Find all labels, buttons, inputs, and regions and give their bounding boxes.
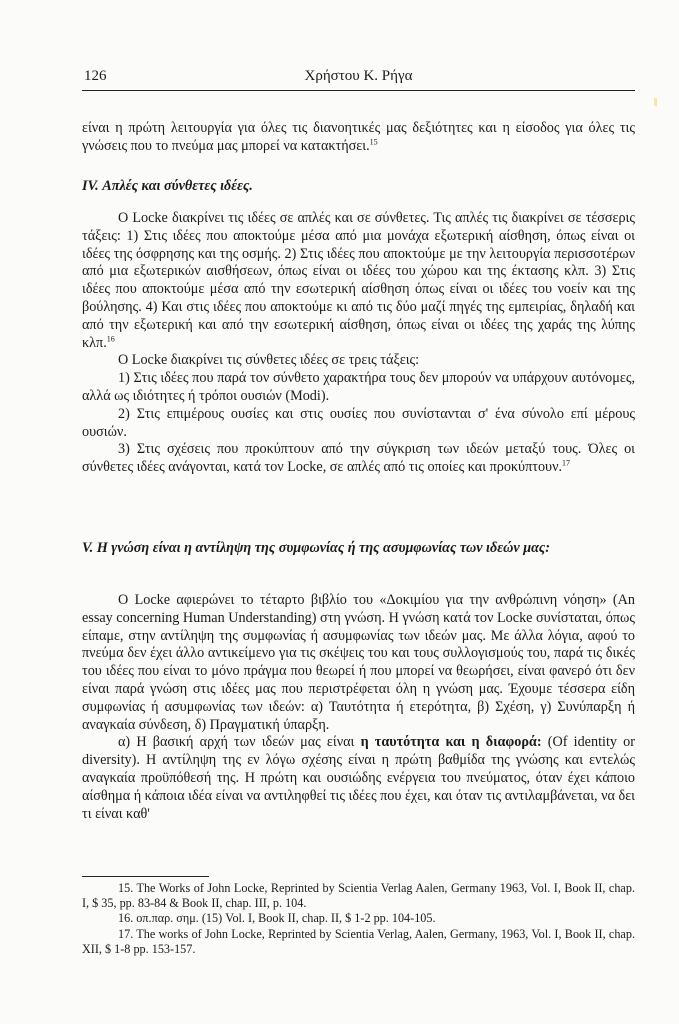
note-ref-15: 15 xyxy=(369,137,378,147)
section-iv-paragraph-1: Ο Locke διακρίνει τις ιδέες σε απλές και σε σύνθετες. Τις απλές τις διακρίνει σε τέσσερις τάξεις: 1) Στις ιδέες που αποκτούμε μέσα από μια μονάχα εξωτερική αίσθηση, όπως είναι οι ιδέες της όσφρησης και της οσμής. 2) Στις ιδέες που αποκτούμε με την λειτουργία περισσοτέρων από μια εξωτερικών αισθήσεων, όπως είναι οι ιδέες του χώρου και της έκτασης κλπ. 3) Στις ιδέες που αποκτούμε μέσα από την εσωτερική αίσθηση όπως είναι οι ιδέες του νοείν και της βούλησης. 4) Και στις ιδέες που αποκτούμε κι από τις δύο μαζί πηγές της εμπειρίας, δηλαδή και από την εξωτερική και από την εσωτερική αίσθηση, όπως είναι οι ιδέες της χαράς της λύπης κλπ. xyxy=(82,210,635,351)
book-page xyxy=(82,62,635,956)
section-v-body xyxy=(82,592,635,823)
page-header xyxy=(82,62,635,84)
section-iv-paragraph-4: 2) Στις επιμέρους ουσίες και στις ουσίες που συνίστανται σ' ένα σύνολο επί μέρους ουσιών. xyxy=(82,405,635,440)
scan-speck xyxy=(654,98,657,106)
section-iv-heading: IV. Απλές και σύνθετες ιδέες. xyxy=(82,178,253,194)
footnote-17: 17. The works of John Locke, Reprinted by Scientia Verlag, Aalen, Germany, 1963, Vol. I, Book II, chap. XII, $ 1-8 pp. 153-157. xyxy=(82,926,635,956)
section-v-paragraph-2-rest: (Of identity or diversity). Η αντίληψη της εν λόγω σχέσης είναι η πρώτη βαθμίδα της γνώσης και εντελώς αναγκαία προϋπόθεσή της. Η πρώτη και ουσιώδης ενέργεια του πνεύματος, όταν έχει κάποιο αίσθημα ή κάποια ιδέα είναι να αντιληφθεί τις ιδέες που έχει, και όταν τις αντιλαμβάνεται, να δει τι είναι καθ' xyxy=(82,734,635,822)
header-rule xyxy=(82,90,635,91)
running-head: Χρήστου Κ. Ρήγα xyxy=(304,68,413,84)
page-number: 126 xyxy=(84,68,107,84)
intro-paragraph xyxy=(82,120,635,156)
footnote-16: 16. οπ.παρ. σημ. (15) Vol. I, Book II, chap. II, $ 1-2 pp. 104-105. xyxy=(118,911,436,926)
section-v-paragraph-2-start: α) Η βασική αρχή των ιδεών μας είναι xyxy=(118,734,361,751)
section-v-paragraph-1: Ο Locke αφιερώνει το τέταρτο βιβλίο του «Δοκιμίου για την ανθρώπινη νόηση» (An essay concerning Human Understanding) στη γνώση. Η γνώση κατά τον Locke συνίσταται, όπως είπαμε, στην αντίληψη της συμφωνίας ή ασυμφωνίας των ιδεών μας. Με άλλα λόγια, αφού το πνεύμα δεν έχει άλλο αντικείμενο για τις σκέψεις του και τους συλλογισμούς του, παρά τις δικές του ιδέες που είναι το μόνο πράγμα που θεωρεί ή που μπορεί να θεωρήσει, είναι φανερό ότι δεν είναι παρά γνώση στις ιδέες μας που περιστρέφεται όλη η γνώση μας. Έχουμε τέσσερα είδη συμφωνίας ή ασυμφωνίας των ιδεών: α) Ταυτότητα ή ετερότητα, β) Σχέση, γ) Συνύπαρξη ή αναγκαία σύνδεση, δ) Πραγματική ύπαρξη. xyxy=(82,592,635,733)
footnote-rule xyxy=(82,876,209,877)
identity-difference-phrase: η ταυτότητα και η διαφορά: xyxy=(360,734,542,751)
section-iv-paragraph-3: 1) Στις ιδέες που παρά τον σύνθετο χαρακτήρα τους δεν μπορούν να υπάρχουν αυτόνομες, αλλά ως ιδιότητες ή τρόποι ουσιών (Modi). xyxy=(82,370,635,404)
section-iv-paragraph-5: 3) Στις σχέσεις που προκύπτουν από την σύγκριση των ιδεών μεταξύ τους. Όλες οι σύνθετες ιδέες ανάγονται, κατά τον Locke, σε απλές από τις οποίες και προκύπτουν. xyxy=(82,441,635,476)
note-ref-17: 17 xyxy=(562,458,571,468)
section-iv-body xyxy=(82,210,635,477)
footnotes xyxy=(82,881,635,957)
footnote-15: 15. The Works of John Locke, Reprinted by Scientia Verlag Aalen, Germany 1963, Vol. I, Book II, chap. I, $ 35, pp. 83-84 & Book II, chap. III, p. 104. xyxy=(82,881,635,911)
section-v-heading: V. Η γνώση είναι η αντίληψη της συμφωνίας ή της ασυμφωνίας των ιδεών μας: xyxy=(82,540,550,556)
note-ref-16: 16 xyxy=(106,333,115,343)
intro-text: είναι η πρώτη λειτουργία για όλες τις διανοητικές μας δεξιότητες και η είσοδος για όλες τις γνώσεις που το πνεύμα μας μπορεί να κατακτήσει. xyxy=(82,120,635,154)
section-iv-paragraph-2: Ο Locke διακρίνει τις σύνθετες ιδέες σε τρεις τάξεις: xyxy=(118,352,420,369)
